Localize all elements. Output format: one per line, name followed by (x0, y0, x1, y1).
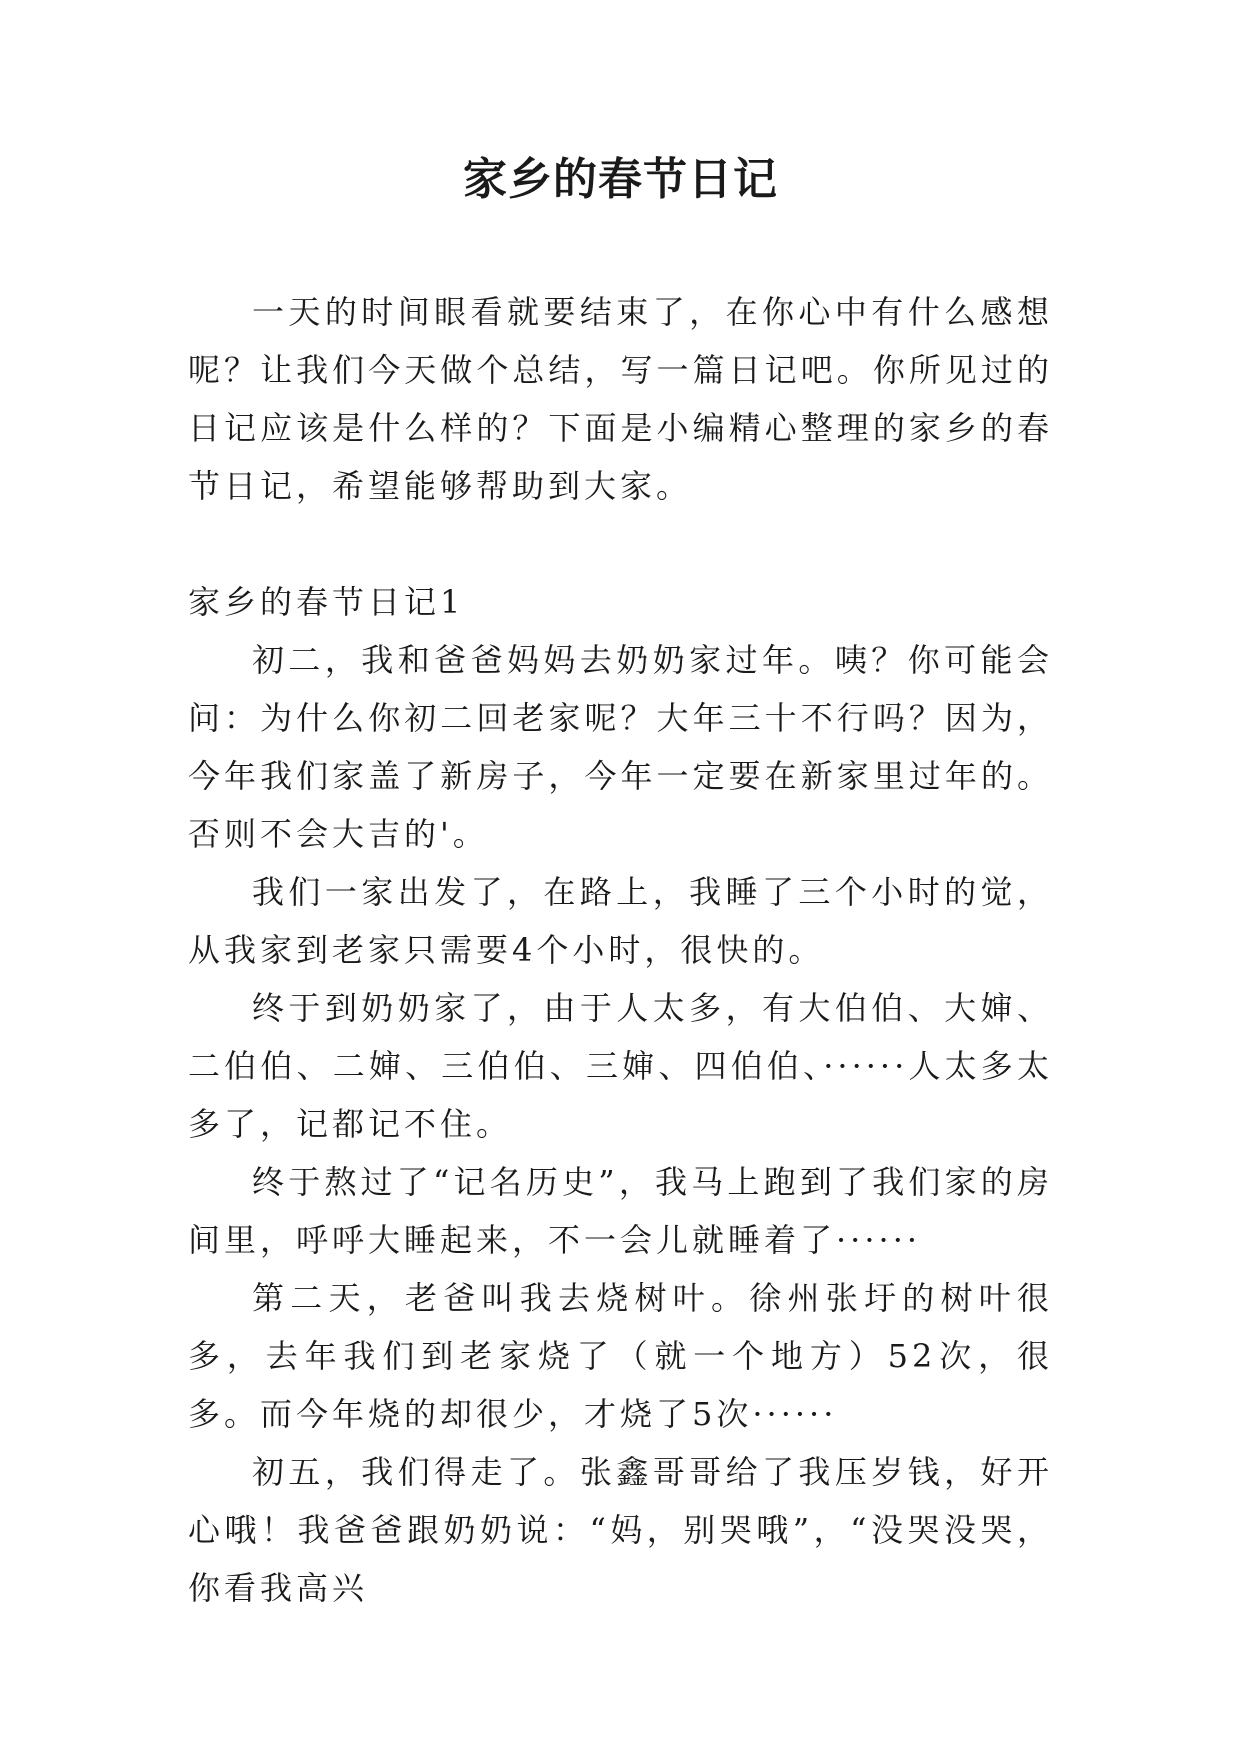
section-heading: 家乡的春节日记1 (188, 583, 465, 621)
body-paragraph: 第二天，老爸叫我去烧树叶。徐州张圩的树叶很多，去年我们到老家烧了（就一个地方）52次，很多。而今年烧的却很少，才烧了5次······ (188, 1279, 1053, 1433)
body-paragraph: 初二，我和爸爸妈妈去奶奶家过年。咦？你可能会问：为什么你初二回老家呢？大年三十不行吗？因为，今年我们家盖了新房子，今年一定要在新家里过年的。否则不会大吉的'。 (188, 641, 1053, 853)
body-paragraph: 我们一家出发了，在路上，我睡了三个小时的觉，从我家到老家只需要4个小时，很快的。 (188, 873, 1053, 969)
body-paragraph: 初五，我们得走了。张鑫哥哥给了我压岁钱，好开心哦！我爸爸跟奶奶说：“妈，别哭哦”，“没哭没哭，你看我高兴 (188, 1453, 1053, 1607)
body-paragraph: 终于熬过了“记名历史”，我马上跑到了我们家的房间里，呼呼大睡起来，不一会儿就睡着了······ (188, 1163, 1053, 1259)
document-title: 家乡的春节日记 (463, 154, 778, 205)
body-paragraph: 终于到奶奶家了，由于人太多，有大伯伯、大婶、二伯伯、二婶、三伯伯、三婶、四伯伯、······人太多太多了，记都记不住。 (188, 989, 1053, 1143)
document-body (188, 283, 1053, 1617)
intro-paragraph: 一天的时间眼看就要结束了，在你心中有什么感想呢？让我们今天做个总结，写一篇日记吧。你所见过的日记应该是什么样的？下面是小编精心整理的家乡的春节日记，希望能够帮助到大家。 (188, 293, 1053, 505)
